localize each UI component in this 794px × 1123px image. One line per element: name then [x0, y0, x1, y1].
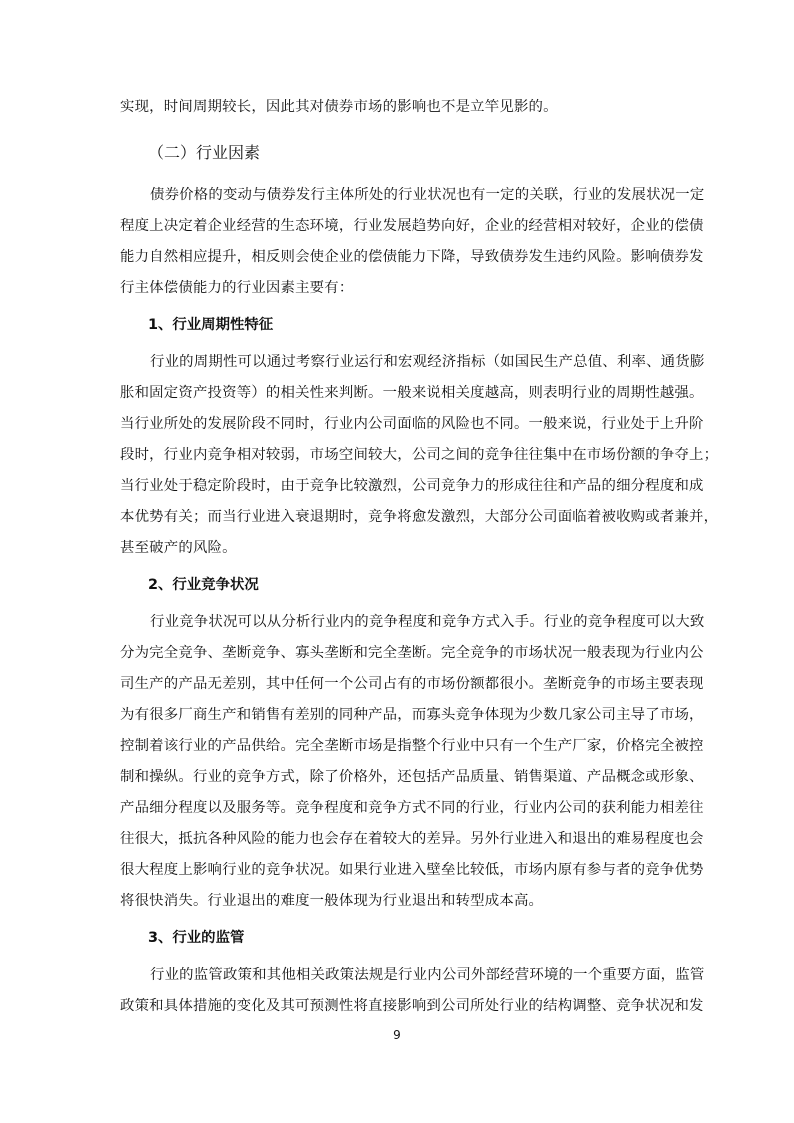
- subsection-heading-1: 1、行业周期性特征: [148, 317, 274, 333]
- subsection-3-paragraph: [120, 960, 705, 1022]
- paragraph-line: 很大程度上影响行业的竞争状况。如果行业进入壁垒比较低，市场内原有参与者的竞争优势: [120, 862, 704, 878]
- subsection-1-paragraph: [120, 347, 719, 564]
- paragraph-line: 政策和具体措施的变化及其可预测性将直接影响到公司所处行业的结构调整、竞争状况和发: [120, 998, 704, 1014]
- paragraph-line: 往很大，抵抗各种风险的能力也会存在着较大的差异。另外行业进入和退出的难易程度也会: [120, 831, 704, 847]
- paragraph-line: 将很快消失。行业退出的难度一般体现为行业退出和转型成本高。: [120, 893, 544, 909]
- subsection-heading-2: 2、行业竞争状况: [148, 577, 259, 593]
- paragraph-line: 当行业处于稳定阶段时，由于竞争比较激烈，公司竞争力的形成往往和产品的细分程度和成: [120, 478, 704, 494]
- paragraph-line: 制和操纵。行业的竞争方式，除了价格外，还包括产品质量、销售渠道、产品概念或形象、: [120, 769, 704, 785]
- paragraph-line: 行主体偿债能力的行业因素主要有：: [120, 280, 354, 296]
- paragraph-line: 司生产的产品无差别，其中任何一个公司占有的市场份额都很小。垄断竞争的市场主要表现: [120, 676, 704, 692]
- paragraph-line: 控制着该行业的产品供给。完全垄断市场是指整个行业中只有一个生产厂家，价格完全被控: [120, 738, 704, 754]
- paragraph-line: 当行业所处的发展阶段不同时，行业内公司面临的风险也不同。一般来说，行业处于上升阶: [120, 416, 704, 432]
- section-intro-paragraph: [120, 180, 705, 304]
- paragraph-line: 产品细分程度以及服务等。竞争程度和竞争方式不同的行业，行业内公司的获利能力相差往: [120, 800, 704, 816]
- paragraph-line: 行业的周期性可以通过考察行业运行和宏观经济指标（如国民生产总值、利率、通货膨: [150, 354, 705, 370]
- paragraph-line: 行业竞争状况可以从分析行业内的竞争程度和竞争方式入手。行业的竞争程度可以大致: [150, 614, 705, 630]
- document-page: [120, 92, 719, 1028]
- paragraph-line: 行业的监管政策和其他相关政策法规是行业内公司外部经营环境的一个重要方面，监管: [150, 967, 705, 983]
- intro-line: 实现，时间周期较长，因此其对债券市场的影响也不是立竿见影的。: [120, 99, 558, 115]
- paragraph-line: 甚至破产的风险。: [120, 540, 237, 556]
- paragraph-line: 债券价格的变动与债券发行主体所处的行业状况也有一定的关联，行业的发展状况一定: [150, 187, 705, 203]
- paragraph-line: 段时，行业内竞争相对较弱，市场空间较大，公司之间的竞争往往集中在市场份额的争夺上；: [120, 447, 719, 463]
- paragraph-line: 胀和固定资产投资等）的相关性来判断。一般来说相关度越高，则表明行业的周期性越强。: [120, 385, 704, 401]
- subsection-heading-3: 3、行业的监管: [148, 930, 245, 946]
- paragraph-line: 程度上决定着企业经营的生态环境，行业发展趋势向好，企业的经营相对较好，企业的偿债: [120, 218, 704, 234]
- section-heading: （二）行业因素: [148, 143, 261, 162]
- paragraph-line: 本优势有关；而当行业进入衰退期时，竞争将愈发激烈，大部分公司面临着被收购或者兼并，: [120, 509, 719, 525]
- paragraph-line: 分为完全竞争、垄断竞争、寡头垄断和完全垄断。完全竞争的市场状况一般表现为行业内公: [120, 645, 704, 661]
- paragraph-line: 能力自然相应提升，相反则会使企业的偿债能力下降，导致债券发生违约风险。影响债券发: [120, 249, 704, 265]
- paragraph-line: 为有很多厂商生产和销售有差别的同种产品，而寡头竞争体现为少数几家公司主导了市场，: [120, 707, 704, 723]
- subsection-2-paragraph: [120, 607, 705, 917]
- page-number: 9: [393, 1028, 401, 1042]
